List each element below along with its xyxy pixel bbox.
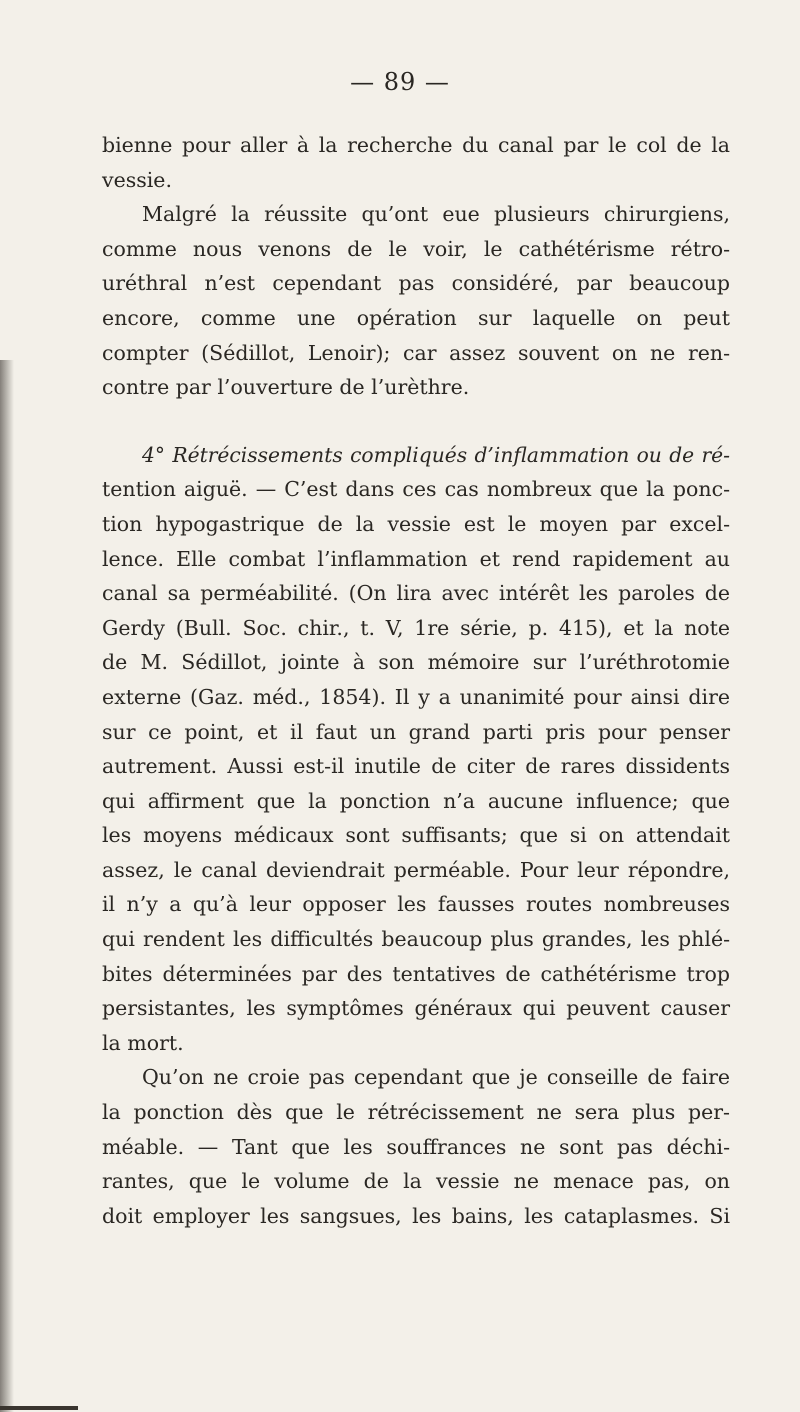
text-line: Gerdy (Bull. Soc. chir., t. V, 1re série, p. 415), et la note [102,615,730,640]
text-line: qui affirment que la ponction n’a aucune influence; que [102,788,730,813]
text-line: autrement. Aussi est-il inutile de citer de rares dissidents [102,754,730,779]
text-line: tention aiguë. — C’est dans ces cas nombreux que la ponc- [102,477,730,502]
text-line: uréthral n’est cependant pas considéré, par beaucoup [102,271,730,296]
text-line: bienne pour aller à la recherche du canal par le col de la [102,133,730,157]
text-line: Malgré la réussite qu’ont eue plusieurs chirurgiens, [142,202,730,227]
text-line: il n’y a qu’à leur opposer les fausses routes nombreuses [102,892,730,917]
text-line: 4° Rétrécissements compliqués d’inflammation ou de ré- [142,442,730,467]
text-line: tion hypogastrique de la vessie est le moyen par excel- [102,511,730,536]
text-line: la mort. [102,1030,184,1055]
text-line: les moyens médicaux sont suffisants; que si on attendait [102,823,730,848]
text-line: sur ce point, et il faut un grand parti pris pour penser [102,719,730,744]
text-line: la ponction dès que le rétrécissement ne sera plus per- [102,1100,730,1125]
text-line: qui rendent les difficultés beaucoup plus grandes, les phlé- [102,927,730,952]
text-line: persistantes, les symptômes généraux qui peuvent causer [102,996,730,1021]
paragraph-gap [102,405,730,438]
text-body [102,128,730,1233]
page-number: — 89 — [350,68,450,96]
page-edge-shadow [0,360,14,1412]
page-bottom-rule [0,1406,78,1410]
text-line: doit employer les sangsues, les bains, les cataplasmes. Si [102,1203,730,1228]
text-line: externe (Gaz. méd., 1854). Il y a unanimité pour ainsi dire [102,684,730,709]
text-line: vessie. [102,167,172,192]
text-line: encore, comme une opération sur laquelle on peut [102,305,730,330]
text-line: de M. Sédillot, jointe à son mémoire sur l’uréthrotomie [102,650,730,675]
text-line: lence. Elle combat l’inflammation et rend rapidement au [102,546,730,571]
text-line: bites déterminées par des tentatives de cathétérisme trop [102,961,730,986]
text-line: assez, le canal deviendrait perméable. Pour leur répondre, [102,857,730,882]
text-line: contre par l’ouverture de l’urèthre. [102,375,470,400]
text-line: méable. — Tant que les souffrances ne sont pas déchi- [102,1134,730,1159]
text-line: comme nous venons de le voir, le cathétérisme rétro- [102,236,730,261]
text-line: rantes, que le volume de la vessie ne menace pas, on [102,1169,730,1194]
text-line: compter (Sédillot, Lenoir); car assez souvent on ne ren- [102,340,730,365]
text-line: canal sa perméabilité. (On lira avec intérêt les paroles de [102,581,730,606]
text-line: Qu’on ne croie pas cependant que je conseille de faire [142,1065,730,1090]
